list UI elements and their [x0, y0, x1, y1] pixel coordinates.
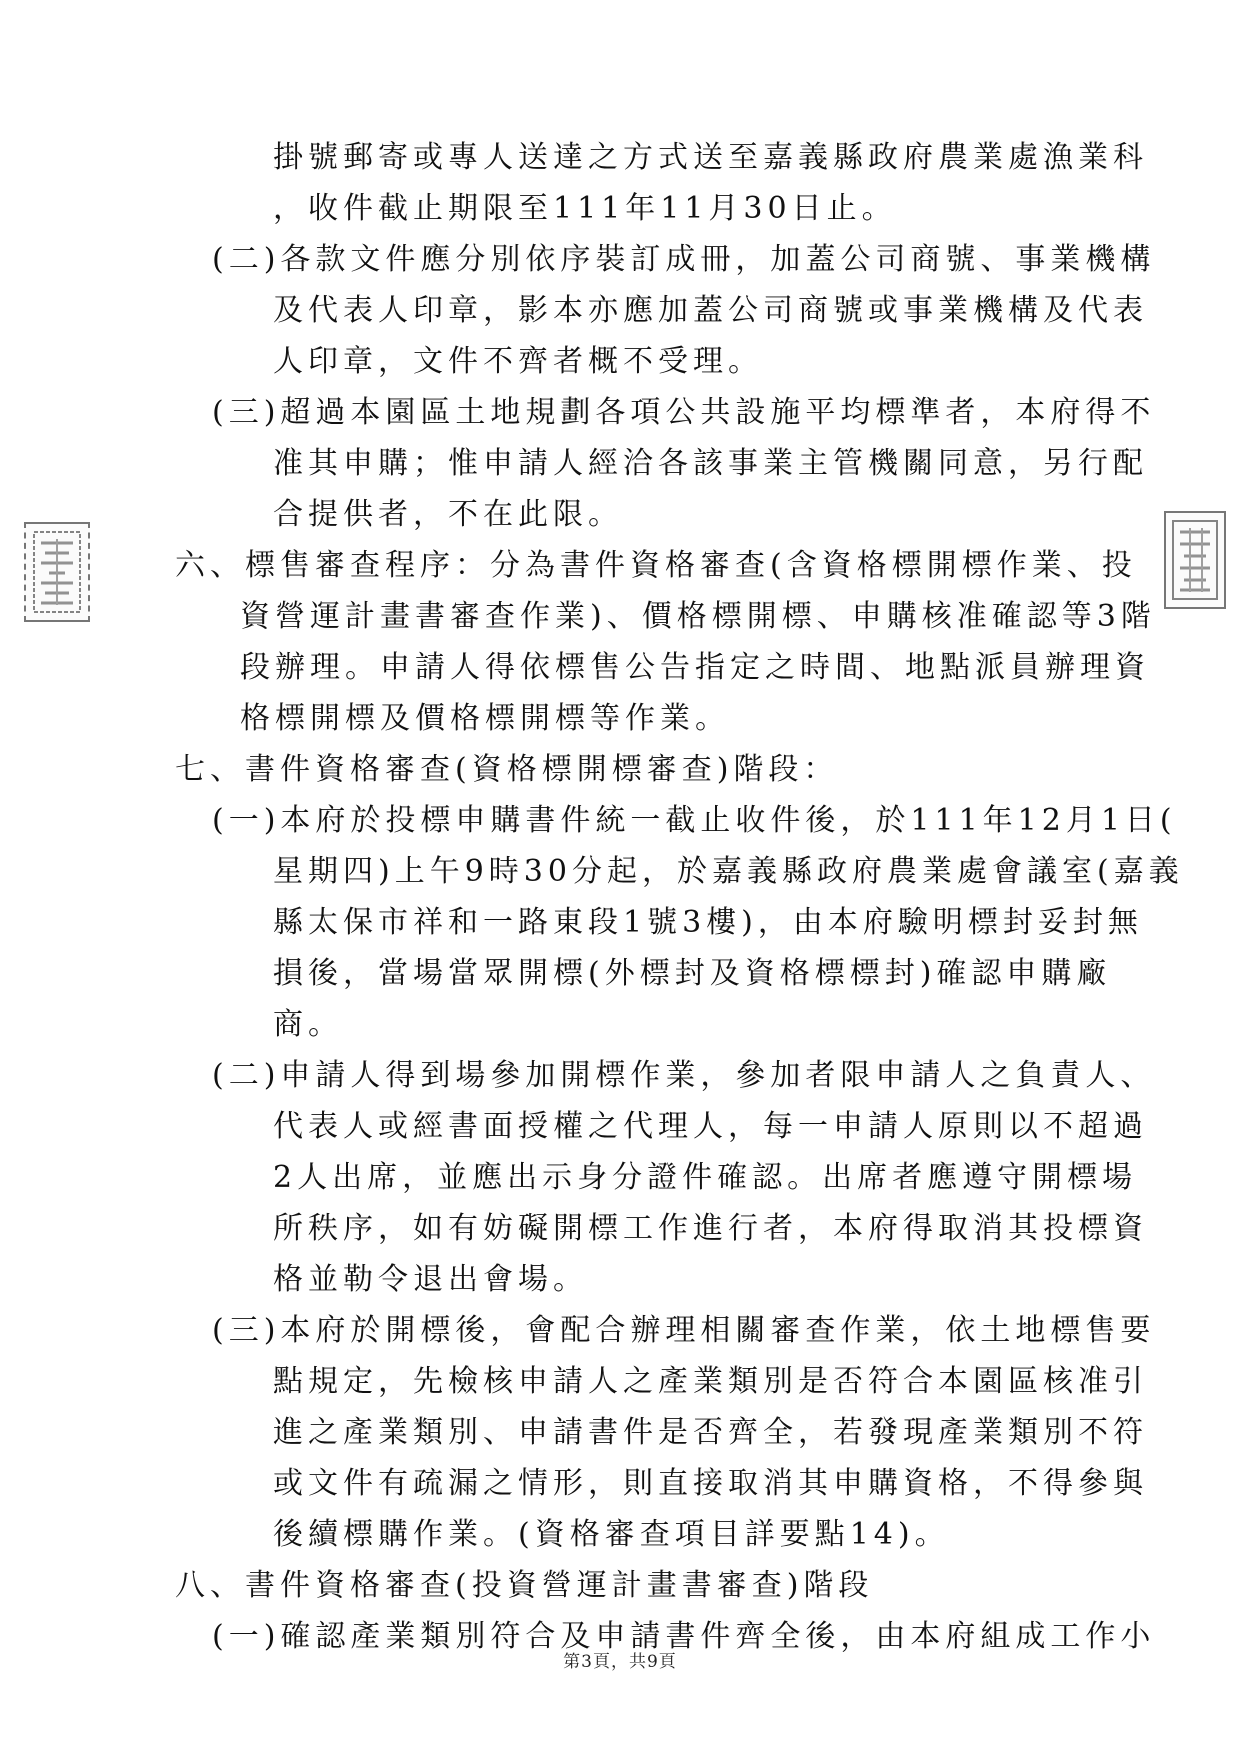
- text-line: 資營運計畫書審查作業)、價格標開標、申購核准確認等3階: [240, 599, 1156, 634]
- text-line: (三)超過本園區土地規劃各項公共設施平均標準者，本府得不: [212, 395, 1156, 430]
- text-line: (一)確認產業類別符合及申請書件齊全後，由本府組成工作小: [212, 1619, 1156, 1654]
- text-line: 縣太保市祥和一路東段1號3樓)，由本府驗明標封妥封無: [273, 905, 1143, 940]
- section-heading: 七、書件資格審查(資格標開標審查)階段：: [175, 752, 839, 787]
- text-line: (三)本府於開標後，會配合辦理相關審查作業，依土地標售要: [212, 1313, 1156, 1348]
- text-line: (一)本府於投標申購書件統一截止收件後，於111年12月1日(: [212, 803, 1177, 838]
- text-line: 及代表人印章，影本亦應加蓋公司商號或事業機構及代表: [273, 293, 1148, 328]
- section-heading: 六、標售審查程序：分為書件資格審查(含資格標開標作業、投: [175, 548, 1137, 583]
- text-line: 損後，當場當眾開標(外標封及資格標標封)確認申購廠: [273, 956, 1112, 991]
- text-line: 合提供者，不在此限。: [273, 497, 623, 532]
- left-seal-stamp: [24, 522, 90, 622]
- text-line: 代表人或經書面授權之代理人，每一申請人原則以不超過: [273, 1109, 1148, 1144]
- text-line: 星期四)上午9時30分起，於嘉義縣政府農業處會議室(嘉義: [273, 854, 1184, 889]
- text-line: 後續標購作業。(資格審查項目詳要點14)。: [273, 1517, 950, 1552]
- text-line: 商。: [273, 1007, 343, 1042]
- seal-mark-icon: [31, 529, 83, 615]
- page-number: 第3頁，共9頁: [563, 1652, 677, 1672]
- text-line: 格標開標及價格標開標等作業。: [240, 701, 730, 736]
- text-line: 人印章，文件不齊者概不受理。: [273, 344, 763, 379]
- right-seal-stamp: [1164, 511, 1226, 609]
- text-line: ，收件截止期限至111年11月30日止。: [273, 191, 897, 226]
- text-line: 准其申購；惟申請人經洽各該事業主管機關同意，另行配: [273, 446, 1148, 481]
- text-line: 或文件有疏漏之情形，則直接取消其申購資格，不得參與: [273, 1466, 1148, 1501]
- seal-mark-icon: [1170, 518, 1220, 602]
- text-line: 段辦理。申請人得依標售公告指定之時間、地點派員辦理資: [240, 650, 1150, 685]
- section-heading: 八、書件資格審查(投資營運計畫書審查)階段: [175, 1568, 874, 1603]
- text-line: (二)申請人得到場參加開標作業，參加者限申請人之負責人、: [212, 1058, 1156, 1093]
- text-line: 進之產業類別、申請書件是否齊全，若發現產業類別不符: [273, 1415, 1148, 1450]
- text-line: 掛號郵寄或專人送達之方式送至嘉義縣政府農業處漁業科: [273, 140, 1148, 175]
- text-line: 點規定，先檢核申請人之產業類別是否符合本園區核准引: [273, 1364, 1148, 1399]
- text-line: 2人出席，並應出示身分證件確認。出席者應遵守開標場: [273, 1160, 1138, 1195]
- text-line: 所秩序，如有妨礙開標工作進行者，本府得取消其投標資: [273, 1211, 1148, 1246]
- text-line: (二)各款文件應分別依序裝訂成冊，加蓋公司商號、事業機構: [212, 242, 1156, 277]
- text-line: 格並勒令退出會場。: [273, 1262, 588, 1297]
